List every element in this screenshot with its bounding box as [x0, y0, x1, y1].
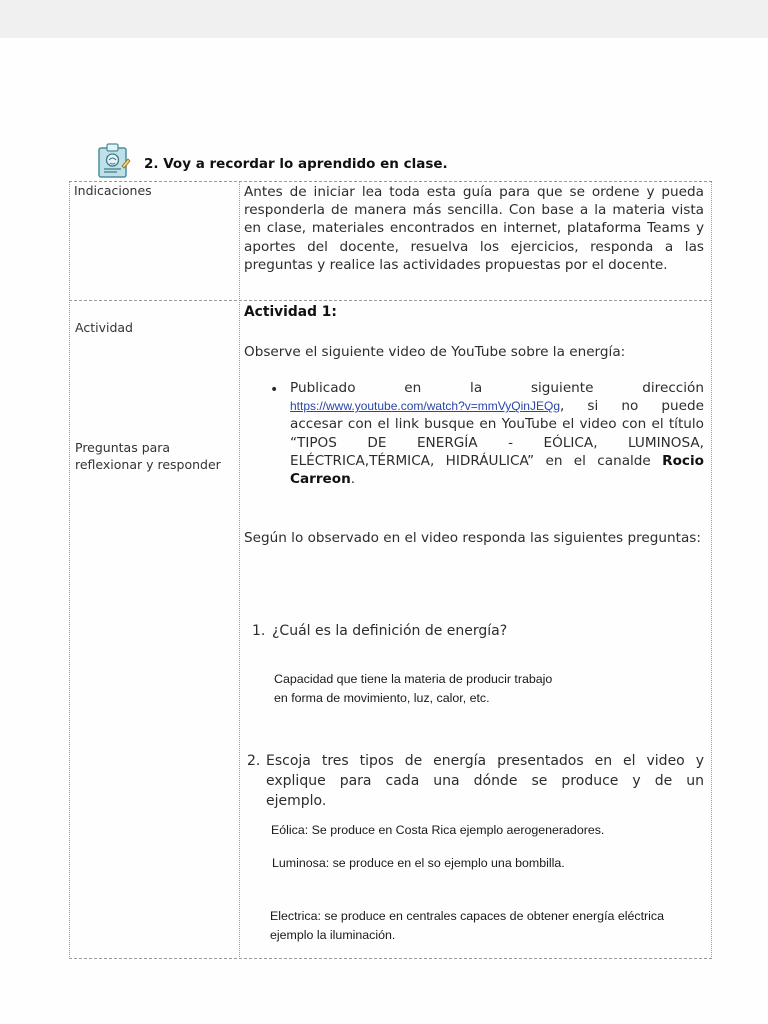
question-2-line3: ejemplo. — [266, 793, 327, 809]
answer-2-eolica: Eólica: Se produce en Costa Rica ejemplo aerogeneradores. — [271, 823, 605, 837]
activity-bullet — [290, 379, 704, 488]
channel-name: Rocio Carreon — [290, 452, 704, 488]
answer-2-luminosa: Luminosa: se produce en el so ejemplo una bombilla. — [272, 856, 565, 870]
question-1-text: ¿Cuál es la definición de energía? — [272, 623, 508, 639]
clipboard-brain-icon — [96, 142, 132, 180]
activity-heading: Actividad 1: — [244, 304, 337, 320]
label-preguntas-line1: Preguntas para — [75, 440, 171, 455]
label-actividad: Actividad — [75, 320, 133, 335]
bullet-period: . — [350, 471, 356, 488]
label-preguntas-line2: reflexionar y responder — [75, 457, 221, 472]
question-2-line2: explique para cada una dónde se produce y de un — [266, 773, 704, 789]
segun-text: Según lo observado en el video responda las siguientes preguntas: — [244, 530, 701, 546]
question-2-line1: Escoja tres tipos de energía presentados en el video y — [266, 753, 704, 769]
indicaciones-text: Antes de iniciar lea toda esta guía para que se ordene y pueda responderla de manera más sencilla. Con base a la materia vista en clase, materiales encontrados en internet, plataforma Teams y aportes del docente, resuelva los ejercicios, responda a las preguntas y realice las actividades propuestas por el docente. — [244, 184, 704, 273]
column-divider — [239, 181, 240, 959]
bullet-text-pre: Publicado en la siguiente dirección — [290, 380, 704, 396]
answer-1-line2: en forma de movimiento, luz, calor, etc. — [274, 691, 490, 705]
answer-2-electrica-line1: Electrica: se produce en centrales capaces de obtener energía eléctrica — [270, 909, 664, 923]
youtube-link[interactable]: https://www.youtube.com/watch?v=mmVyQinJEQg — [290, 399, 560, 414]
bullet-dot: • — [270, 382, 279, 398]
activity-table — [69, 181, 712, 959]
question-1-number: 1. — [252, 623, 266, 639]
top-bar — [0, 0, 768, 38]
activity-intro: Observe el siguiente video de YouTube sobre la energía: — [244, 344, 626, 360]
section-title: 2. Voy a recordar lo aprendido en clase. — [144, 156, 448, 172]
row-divider — [69, 300, 712, 301]
answer-2-electrica-line2: ejemplo la iluminación. — [270, 928, 396, 942]
label-indicaciones: Indicaciones — [74, 183, 152, 198]
question-2-number: 2. — [247, 753, 261, 769]
bullet-text-post: , si no puede accesar con el link busque en YouTube el video con el título “TIPOS DE ENERGÍA - EÓLICA, LUMINOSA, ELÉCTRICA,TÉRMICA, HIDRÁULICA” en el canalde — [290, 398, 704, 469]
answer-1-line1: Capacidad que tiene la materia de producir trabajo — [274, 672, 553, 686]
